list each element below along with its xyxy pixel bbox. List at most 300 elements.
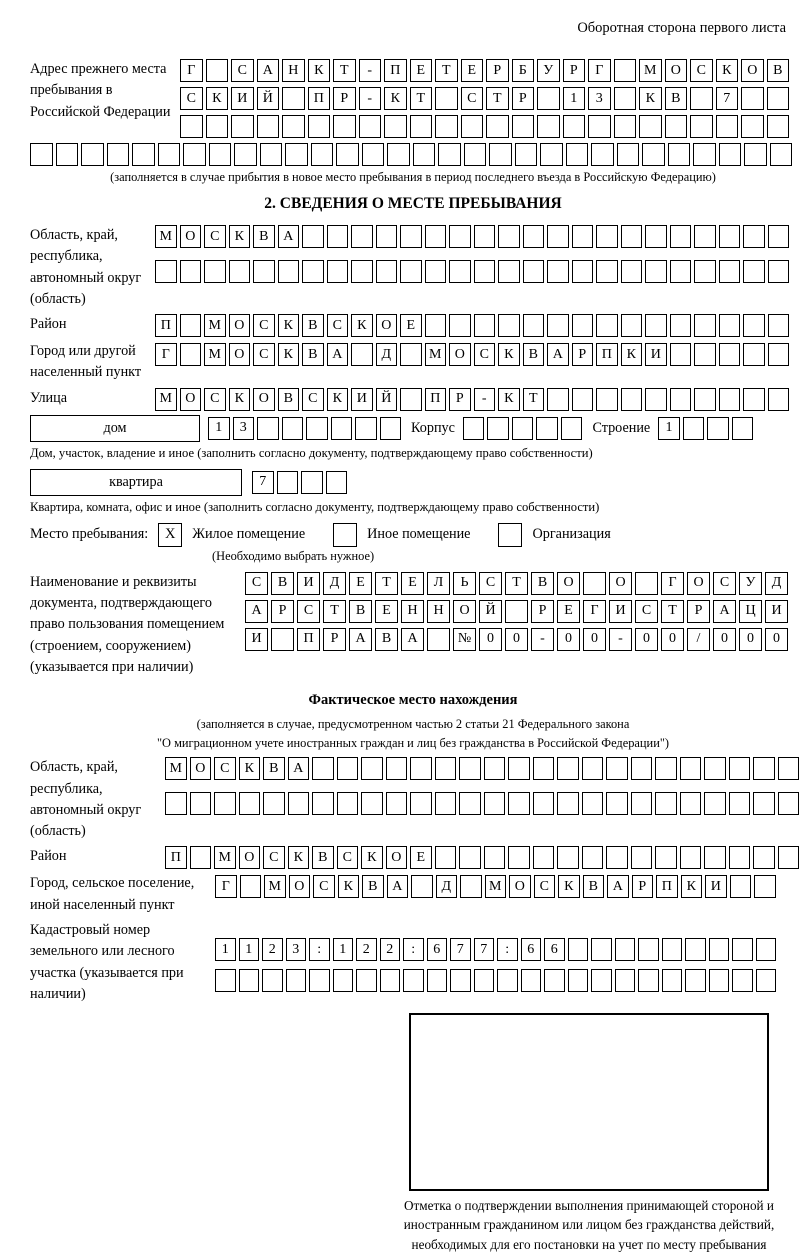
char-cell[interactable]: В [767, 59, 790, 82]
char-cell[interactable] [621, 314, 643, 337]
char-cell[interactable] [410, 757, 432, 780]
char-cell[interactable] [425, 225, 447, 248]
char-cell[interactable] [308, 115, 331, 138]
char-cell[interactable]: К [327, 388, 349, 411]
char-cell[interactable] [582, 792, 604, 815]
char-cell[interactable] [670, 314, 692, 337]
char-cell[interactable] [704, 846, 726, 869]
char-cell[interactable] [685, 938, 706, 961]
char-cell[interactable] [533, 757, 555, 780]
char-cell[interactable] [497, 969, 518, 992]
char-cell[interactable] [356, 969, 377, 992]
char-cell[interactable] [768, 225, 790, 248]
char-cell[interactable] [362, 143, 385, 166]
char-cell[interactable] [234, 143, 257, 166]
char-cell[interactable]: С [461, 87, 484, 110]
char-cell[interactable] [753, 792, 775, 815]
char-cell[interactable] [693, 143, 716, 166]
char-cell[interactable] [333, 969, 354, 992]
char-cell[interactable]: О [665, 59, 688, 82]
char-cell[interactable]: К [229, 225, 251, 248]
char-cell[interactable]: О [741, 59, 764, 82]
char-cell[interactable] [438, 143, 461, 166]
char-cell[interactable]: О [180, 388, 202, 411]
char-cell[interactable] [498, 225, 520, 248]
char-cell[interactable]: К [621, 343, 643, 366]
char-cell[interactable] [132, 143, 155, 166]
char-cell[interactable] [486, 115, 509, 138]
char-cell[interactable]: С [313, 875, 335, 898]
char-cell[interactable]: К [558, 875, 580, 898]
char-cell[interactable]: О [609, 572, 632, 595]
char-cell[interactable] [484, 846, 506, 869]
char-cell[interactable] [709, 969, 730, 992]
char-cell[interactable] [449, 225, 471, 248]
char-cell[interactable] [523, 225, 545, 248]
char-cell[interactable] [282, 87, 305, 110]
char-cell[interactable]: П [384, 59, 407, 82]
char-cell[interactable]: 2 [380, 938, 401, 961]
char-cell[interactable]: В [253, 225, 275, 248]
char-cell[interactable] [768, 260, 790, 283]
char-cell[interactable]: М [165, 757, 187, 780]
char-cell[interactable]: Р [449, 388, 471, 411]
char-cell[interactable] [704, 757, 726, 780]
char-cell[interactable] [214, 792, 236, 815]
char-cell[interactable] [778, 757, 800, 780]
char-cell[interactable] [229, 260, 251, 283]
char-cell[interactable]: 0 [739, 628, 762, 651]
char-cell[interactable] [180, 314, 202, 337]
char-cell[interactable]: Е [461, 59, 484, 82]
char-cell[interactable] [515, 143, 538, 166]
char-cell[interactable]: С [690, 59, 713, 82]
char-cell[interactable] [768, 343, 790, 366]
char-cell[interactable] [615, 938, 636, 961]
char-cell[interactable]: О [229, 314, 251, 337]
char-cell[interactable] [719, 260, 741, 283]
char-cell[interactable]: В [302, 314, 324, 337]
char-cell[interactable]: К [361, 846, 383, 869]
char-cell[interactable]: О [190, 757, 212, 780]
char-cell[interactable]: И [765, 600, 788, 623]
char-cell[interactable] [435, 757, 457, 780]
char-cell[interactable] [301, 471, 323, 494]
char-cell[interactable]: С [204, 388, 226, 411]
dom-box[interactable]: дом [30, 415, 200, 442]
char-cell[interactable]: В [523, 343, 545, 366]
char-cell[interactable] [257, 115, 280, 138]
char-cell[interactable]: : [497, 938, 518, 961]
char-cell[interactable]: В [302, 343, 324, 366]
char-cell[interactable]: К [206, 87, 229, 110]
char-cell[interactable] [427, 969, 448, 992]
char-cell[interactable] [355, 417, 377, 440]
char-cell[interactable]: С [327, 314, 349, 337]
char-cell[interactable]: Г [583, 600, 606, 623]
char-cell[interactable] [707, 417, 729, 440]
char-cell[interactable]: А [327, 343, 349, 366]
char-cell[interactable]: К [308, 59, 331, 82]
char-cell[interactable] [461, 115, 484, 138]
char-cell[interactable] [107, 143, 130, 166]
char-cell[interactable] [719, 314, 741, 337]
char-cell[interactable] [655, 846, 677, 869]
char-cell[interactable]: 0 [505, 628, 528, 651]
char-cell[interactable] [410, 115, 433, 138]
char-cell[interactable] [450, 969, 471, 992]
char-cell[interactable] [591, 938, 612, 961]
char-cell[interactable] [606, 846, 628, 869]
char-cell[interactable] [615, 969, 636, 992]
char-cell[interactable] [311, 143, 334, 166]
char-cell[interactable]: Е [375, 600, 398, 623]
char-cell[interactable]: П [155, 314, 177, 337]
char-cell[interactable] [387, 143, 410, 166]
char-cell[interactable]: Т [505, 572, 528, 595]
char-cell[interactable] [498, 314, 520, 337]
char-cell[interactable]: О [289, 875, 311, 898]
char-cell[interactable] [662, 969, 683, 992]
char-cell[interactable] [262, 969, 283, 992]
char-cell[interactable]: Н [282, 59, 305, 82]
char-cell[interactable] [505, 600, 528, 623]
char-cell[interactable] [489, 143, 512, 166]
char-cell[interactable]: Р [632, 875, 654, 898]
char-cell[interactable]: 1 [239, 938, 260, 961]
char-cell[interactable] [427, 628, 450, 651]
char-cell[interactable] [239, 969, 260, 992]
char-cell[interactable]: П [656, 875, 678, 898]
char-cell[interactable] [386, 792, 408, 815]
char-cell[interactable]: М [155, 388, 177, 411]
char-cell[interactable] [260, 143, 283, 166]
char-cell[interactable]: У [537, 59, 560, 82]
char-cell[interactable] [376, 225, 398, 248]
char-cell[interactable] [190, 846, 212, 869]
char-cell[interactable]: Р [271, 600, 294, 623]
char-cell[interactable] [302, 225, 324, 248]
char-cell[interactable] [694, 343, 716, 366]
char-cell[interactable] [165, 792, 187, 815]
char-cell[interactable]: - [609, 628, 632, 651]
char-cell[interactable]: 7 [252, 471, 274, 494]
char-cell[interactable] [566, 143, 589, 166]
char-cell[interactable]: 3 [286, 938, 307, 961]
char-cell[interactable] [606, 792, 628, 815]
char-cell[interactable]: А [607, 875, 629, 898]
char-cell[interactable] [282, 115, 305, 138]
char-cell[interactable] [767, 87, 790, 110]
char-cell[interactable] [30, 143, 53, 166]
char-cell[interactable]: 0 [479, 628, 502, 651]
char-cell[interactable] [547, 314, 569, 337]
char-cell[interactable]: В [362, 875, 384, 898]
char-cell[interactable]: В [583, 875, 605, 898]
char-cell[interactable] [719, 143, 742, 166]
char-cell[interactable]: А [278, 225, 300, 248]
char-cell[interactable]: К [278, 314, 300, 337]
char-cell[interactable] [743, 260, 765, 283]
char-cell[interactable] [271, 628, 294, 651]
char-cell[interactable] [621, 225, 643, 248]
char-cell[interactable] [614, 115, 637, 138]
char-cell[interactable]: 3 [588, 87, 611, 110]
char-cell[interactable] [435, 87, 458, 110]
char-cell[interactable]: 1 [563, 87, 586, 110]
char-cell[interactable]: А [257, 59, 280, 82]
char-cell[interactable] [155, 260, 177, 283]
char-cell[interactable] [680, 792, 702, 815]
char-cell[interactable] [719, 388, 741, 411]
char-cell[interactable]: В [263, 757, 285, 780]
char-cell[interactable]: С [337, 846, 359, 869]
char-cell[interactable] [670, 225, 692, 248]
char-cell[interactable]: Т [523, 388, 545, 411]
char-cell[interactable]: О [449, 343, 471, 366]
char-cell[interactable]: М [204, 314, 226, 337]
char-cell[interactable] [435, 792, 457, 815]
char-cell[interactable] [285, 143, 308, 166]
char-cell[interactable]: Л [427, 572, 450, 595]
char-cell[interactable]: Г [180, 59, 203, 82]
char-cell[interactable]: - [531, 628, 554, 651]
char-cell[interactable]: : [309, 938, 330, 961]
char-cell[interactable] [425, 260, 447, 283]
char-cell[interactable]: С [204, 225, 226, 248]
char-cell[interactable] [487, 417, 509, 440]
char-cell[interactable] [778, 846, 800, 869]
char-cell[interactable]: С [302, 388, 324, 411]
char-cell[interactable]: М [425, 343, 447, 366]
char-cell[interactable]: 6 [427, 938, 448, 961]
char-cell[interactable] [302, 260, 324, 283]
char-cell[interactable] [361, 792, 383, 815]
char-cell[interactable] [756, 938, 777, 961]
char-cell[interactable] [557, 792, 579, 815]
char-cell[interactable]: С [231, 59, 254, 82]
char-cell[interactable]: Т [486, 87, 509, 110]
char-cell[interactable] [547, 260, 569, 283]
char-cell[interactable] [743, 314, 765, 337]
char-cell[interactable] [645, 388, 667, 411]
char-cell[interactable] [685, 969, 706, 992]
char-cell[interactable] [741, 115, 764, 138]
char-cell[interactable] [376, 260, 398, 283]
char-cell[interactable] [568, 969, 589, 992]
char-cell[interactable] [231, 115, 254, 138]
char-cell[interactable]: П [308, 87, 331, 110]
char-cell[interactable]: А [387, 875, 409, 898]
char-cell[interactable] [642, 143, 665, 166]
char-cell[interactable] [180, 115, 203, 138]
char-cell[interactable] [306, 417, 328, 440]
char-cell[interactable] [484, 792, 506, 815]
char-cell[interactable]: Т [661, 600, 684, 623]
char-cell[interactable]: И [645, 343, 667, 366]
char-cell[interactable] [617, 143, 640, 166]
char-cell[interactable] [754, 875, 776, 898]
char-cell[interactable] [400, 260, 422, 283]
char-cell[interactable] [768, 388, 790, 411]
char-cell[interactable]: Й [479, 600, 502, 623]
char-cell[interactable]: И [351, 388, 373, 411]
char-cell[interactable] [732, 969, 753, 992]
char-cell[interactable] [425, 314, 447, 337]
char-cell[interactable]: С [713, 572, 736, 595]
char-cell[interactable]: М [204, 343, 226, 366]
char-cell[interactable] [680, 846, 702, 869]
char-cell[interactable]: № [453, 628, 476, 651]
char-cell[interactable] [508, 792, 530, 815]
char-cell[interactable] [449, 260, 471, 283]
char-cell[interactable] [635, 572, 658, 595]
char-cell[interactable] [435, 846, 457, 869]
char-cell[interactable] [596, 314, 618, 337]
char-cell[interactable]: 2 [356, 938, 377, 961]
char-cell[interactable] [770, 143, 793, 166]
char-cell[interactable]: А [713, 600, 736, 623]
char-cell[interactable]: О [386, 846, 408, 869]
char-cell[interactable]: П [297, 628, 320, 651]
char-cell[interactable]: К [239, 757, 261, 780]
char-cell[interactable] [331, 417, 353, 440]
char-cell[interactable] [547, 225, 569, 248]
char-cell[interactable] [206, 59, 229, 82]
char-cell[interactable] [351, 225, 373, 248]
char-cell[interactable]: 2 [262, 938, 283, 961]
char-cell[interactable] [690, 87, 713, 110]
char-cell[interactable]: Т [323, 600, 346, 623]
char-cell[interactable]: 6 [521, 938, 542, 961]
char-cell[interactable]: 0 [661, 628, 684, 651]
char-cell[interactable] [572, 225, 594, 248]
char-cell[interactable]: Й [376, 388, 398, 411]
char-cell[interactable] [384, 115, 407, 138]
char-cell[interactable] [694, 388, 716, 411]
char-cell[interactable] [540, 143, 563, 166]
char-cell[interactable]: К [498, 343, 520, 366]
char-cell[interactable] [56, 143, 79, 166]
char-cell[interactable]: Н [401, 600, 424, 623]
char-cell[interactable]: Й [257, 87, 280, 110]
char-cell[interactable] [719, 343, 741, 366]
char-cell[interactable]: К [351, 314, 373, 337]
char-cell[interactable]: Н [427, 600, 450, 623]
char-cell[interactable] [767, 115, 790, 138]
char-cell[interactable]: 7 [474, 938, 495, 961]
char-cell[interactable] [449, 314, 471, 337]
char-cell[interactable] [683, 417, 705, 440]
char-cell[interactable] [253, 260, 275, 283]
char-cell[interactable]: С [534, 875, 556, 898]
char-cell[interactable] [670, 343, 692, 366]
char-cell[interactable] [638, 969, 659, 992]
char-cell[interactable]: К [384, 87, 407, 110]
char-cell[interactable] [327, 225, 349, 248]
char-cell[interactable]: А [547, 343, 569, 366]
char-cell[interactable] [743, 225, 765, 248]
char-cell[interactable]: В [375, 628, 398, 651]
char-cell[interactable] [459, 792, 481, 815]
char-cell[interactable] [583, 572, 606, 595]
char-cell[interactable] [694, 314, 716, 337]
char-cell[interactable]: - [359, 87, 382, 110]
char-cell[interactable] [523, 314, 545, 337]
char-cell[interactable]: С [263, 846, 285, 869]
char-cell[interactable] [690, 115, 713, 138]
char-cell[interactable] [204, 260, 226, 283]
char-cell[interactable]: С [180, 87, 203, 110]
char-cell[interactable]: О [509, 875, 531, 898]
char-cell[interactable] [614, 59, 637, 82]
char-cell[interactable] [498, 260, 520, 283]
char-cell[interactable] [327, 260, 349, 283]
char-cell[interactable] [694, 225, 716, 248]
char-cell[interactable] [778, 792, 800, 815]
char-cell[interactable]: К [639, 87, 662, 110]
char-cell[interactable] [459, 846, 481, 869]
char-cell[interactable] [621, 260, 643, 283]
char-cell[interactable] [709, 938, 730, 961]
char-cell[interactable]: 6 [544, 938, 565, 961]
char-cell[interactable]: Е [410, 59, 433, 82]
char-cell[interactable]: 1 [658, 417, 680, 440]
char-cell[interactable] [596, 260, 618, 283]
char-cell[interactable] [411, 875, 433, 898]
char-cell[interactable] [386, 757, 408, 780]
char-cell[interactable] [183, 143, 206, 166]
char-cell[interactable] [557, 757, 579, 780]
char-cell[interactable]: Г [155, 343, 177, 366]
char-cell[interactable]: В [531, 572, 554, 595]
char-cell[interactable] [508, 757, 530, 780]
char-cell[interactable] [631, 792, 653, 815]
char-cell[interactable]: С [253, 314, 275, 337]
char-cell[interactable] [158, 143, 181, 166]
char-cell[interactable] [484, 757, 506, 780]
char-cell[interactable]: 7 [450, 938, 471, 961]
char-cell[interactable] [508, 846, 530, 869]
char-cell[interactable] [544, 969, 565, 992]
char-cell[interactable] [572, 388, 594, 411]
char-cell[interactable] [351, 343, 373, 366]
char-cell[interactable] [403, 969, 424, 992]
char-cell[interactable] [400, 225, 422, 248]
char-cell[interactable]: И [231, 87, 254, 110]
char-cell[interactable] [614, 87, 637, 110]
char-cell[interactable] [588, 115, 611, 138]
char-cell[interactable] [209, 143, 232, 166]
char-cell[interactable]: В [271, 572, 294, 595]
char-cell[interactable] [312, 792, 334, 815]
char-cell[interactable] [282, 417, 304, 440]
char-cell[interactable] [533, 792, 555, 815]
char-cell[interactable] [464, 143, 487, 166]
char-cell[interactable]: У [739, 572, 762, 595]
char-cell[interactable]: Р [323, 628, 346, 651]
char-cell[interactable] [561, 417, 583, 440]
char-cell[interactable]: Г [661, 572, 684, 595]
char-cell[interactable]: Е [401, 572, 424, 595]
char-cell[interactable]: Д [323, 572, 346, 595]
checkbox-inoe-pomeshchenie[interactable] [333, 523, 357, 547]
char-cell[interactable]: / [687, 628, 710, 651]
char-cell[interactable]: А [288, 757, 310, 780]
char-cell[interactable]: К [338, 875, 360, 898]
char-cell[interactable]: 7 [716, 87, 739, 110]
char-cell[interactable] [337, 757, 359, 780]
